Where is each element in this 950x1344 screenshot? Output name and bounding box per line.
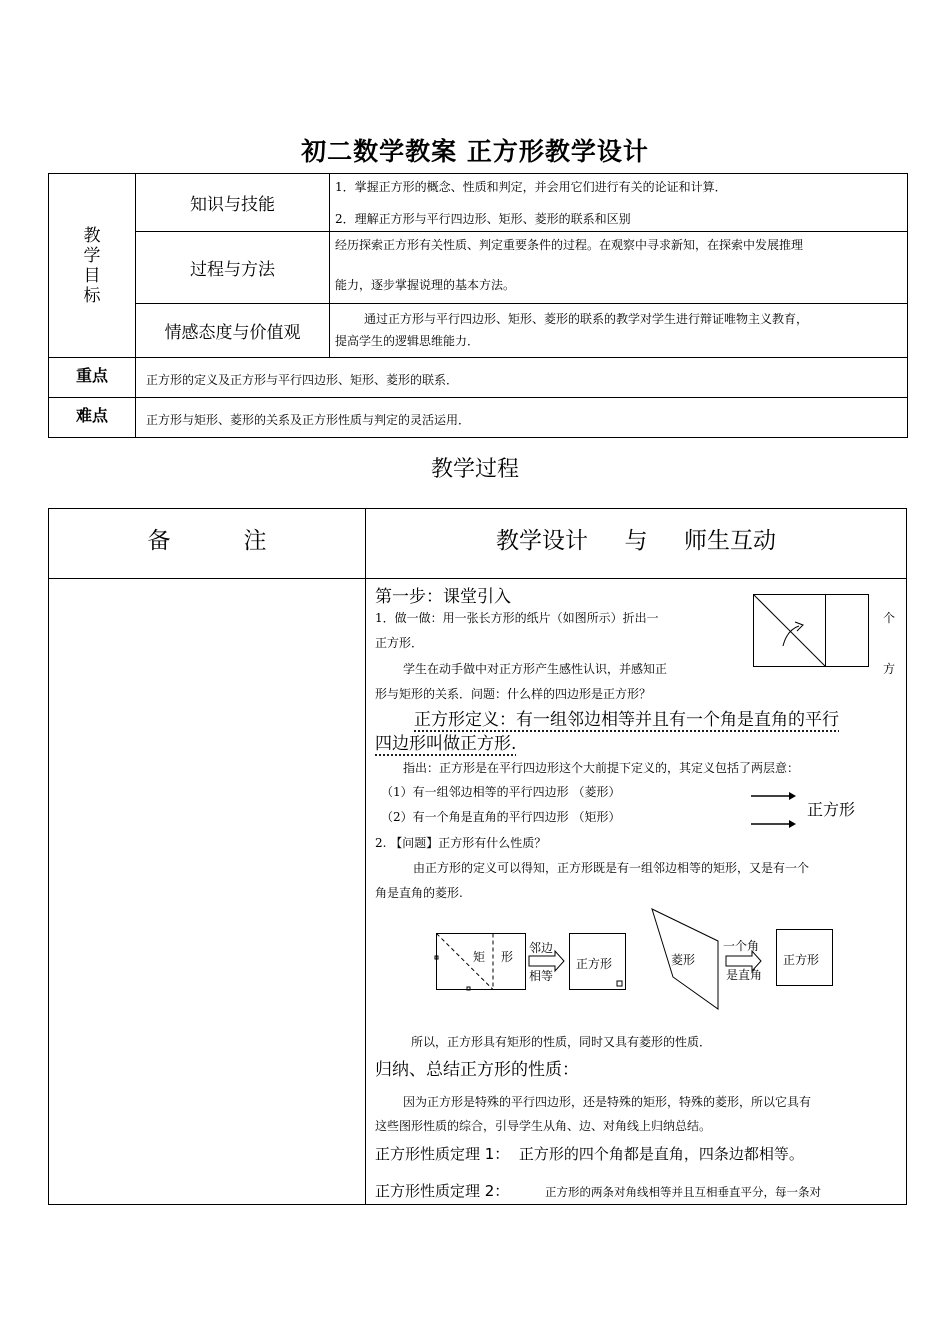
objectives-table	[48, 173, 908, 438]
key-point-label: 重点	[49, 358, 136, 398]
summary-title: 归纳、总结正方形的性质：	[375, 1060, 579, 1080]
difficulty-label: 难点	[49, 398, 136, 438]
design-column-header: 教学设计 与 师生互动	[495, 528, 777, 554]
objectives-side-label: 教 学 目 标	[49, 174, 136, 358]
process-table: 备 注 教学设计 与 师生互动 第一步：课堂引入 1．做一做：用一张长方形的纸片（如图所示）折出一 个 正方形． 学生在动手做中对正方形产生感性认识，并感知正 方 形与矩形的关系．问题：什么样的四边形是正方形？ 正方形定义：有一组邻边相等并且有一个角是直角的平行 四边形叫做正方形. 指出：正方形是在平行四边形这个大前提下定义的，其定义包括了两层意： （1）有一组邻边相等的平行四边形 （菱形） （2）有一个角是直角的平行四边形 （矩形） 正方形 2. 【问题】正方形有什么性质？ 由正方形的定义可以得知，正方形既是有一组邻边相等的矩形，又是有一个 角是直角的菱形. 矩 形 邻边 相等 正方形 菱形 一个角 是直角 正方形 所以，正方形具有矩形的性质，同时又具有菱形的性质． 归纳、总结正方形的性质： 因为正方形是特殊的平行四边形，还是特殊的矩形，特殊的菱形，所以它具有 这些图形性质的综合，引导学生从角、边、对角线上归纳总结。 正方形性质定理 1： 正方形的四个角都是直角，四条边都相等。 正方形性质定理 2： 正方形的两条对角线相等并且互相垂直平分，每一条对	[48, 508, 907, 1205]
do-line-3: 学生在动手做中对正方形产生感性认识，并感知正	[403, 662, 668, 676]
diagram-rect-char2: 形	[501, 950, 514, 964]
theorem-2-text: 正方形的两条对角线相等并且互相垂直平分，每一条对	[545, 1185, 821, 1199]
diagram-arrow1-top: 邻边	[529, 941, 554, 955]
do-line-2: 正方形．	[375, 636, 424, 650]
difficulty-content: 正方形与矩形、菱形的关系及正方形性质与判定的灵活运用．	[136, 398, 908, 438]
process-label: 过程与方法	[136, 232, 330, 304]
notes-column-header: 备 注	[147, 528, 267, 554]
diagram-rhombus: 菱形	[671, 953, 696, 967]
do-line-1: 1．做一做：用一张长方形的纸片（如图所示）折出一	[375, 611, 659, 625]
knowledge-label: 知识与技能	[136, 174, 330, 232]
theorem-2-heading: 正方形性质定理 2：	[375, 1182, 510, 1200]
square-definition-line-1: 正方形定义：有一组邻边相等并且有一个角是直角的平行	[414, 710, 839, 730]
knowledge-content: 1．掌握正方形的概念、性质和判定，并会用它们进行有关的论证和计算． 2．理解正方形与平行四边形、矩形、菱形的联系和区别	[330, 174, 908, 232]
because-line-1: 因为正方形是特殊的平行四边形，还是特殊的矩形，特殊的菱形，所以它具有	[403, 1095, 812, 1109]
attitude-content: 通过正方形与平行四边形、矩形、菱形的联系的教学对学生进行辩证唯物主义教育， 提高学生的逻辑思维能力．	[330, 304, 908, 358]
diagram-arrow2-top: 一个角	[723, 939, 760, 953]
diagram-square2: 正方形	[783, 953, 820, 967]
because-line-2: 这些图形性质的综合，引导学生从角、边、对角线上归纳总结。	[375, 1119, 712, 1133]
doc-title: 初二数学教案 正方形教学设计	[301, 137, 649, 166]
layer-arrows	[751, 787, 801, 833]
section-title: 教学过程	[430, 457, 519, 482]
step1-heading: 第一步：课堂引入	[375, 587, 511, 607]
question-2: 2. 【问题】正方形有什么性质？	[375, 836, 547, 850]
process-content: 经历探索正方形有关性质、判定重要条件的过程。在观察中寻求新知，在探索中发展推理 能力，逐步掌握说理的基本方法。	[330, 232, 908, 304]
paper-fold-figure	[753, 594, 869, 668]
layer-1: （1）有一组邻边相等的平行四边形 （菱形）	[381, 785, 621, 799]
square-definition-line-2: 四边形叫做正方形.	[375, 734, 517, 754]
theorem-1: 正方形性质定理 1： 正方形的四个角都是直角，四条边都相等。	[375, 1145, 804, 1163]
relation-diagram	[433, 907, 839, 1011]
explain-line-1: 由正方形的定义可以得知，正方形既是有一组邻边相等的矩形，又是有一个	[413, 861, 810, 875]
layer-2: （2）有一个角是直角的平行四边形 （矩形）	[381, 810, 621, 824]
arrow-result-square: 正方形	[807, 800, 856, 819]
diagram-square1: 正方形	[576, 957, 613, 971]
diagram-rect-char1: 矩	[473, 950, 486, 964]
key-point-content: 正方形的定义及正方形与平行四边形、矩形、菱形的联系．	[136, 358, 908, 398]
diagram-arrow2-bottom: 是直角	[726, 968, 763, 982]
point-out: 指出：正方形是在平行四边形这个大前提下定义的，其定义包括了两层意：	[403, 761, 800, 775]
explain-line-2: 角是直角的菱形.	[375, 886, 463, 900]
diagram-arrow1-bottom: 相等	[529, 969, 554, 983]
do-line-4: 形与矩形的关系．问题：什么样的四边形是正方形？	[375, 687, 652, 701]
so-text: 所以，正方形具有矩形的性质，同时又具有菱形的性质．	[411, 1035, 712, 1049]
attitude-label: 情感态度与价值观	[136, 304, 330, 358]
